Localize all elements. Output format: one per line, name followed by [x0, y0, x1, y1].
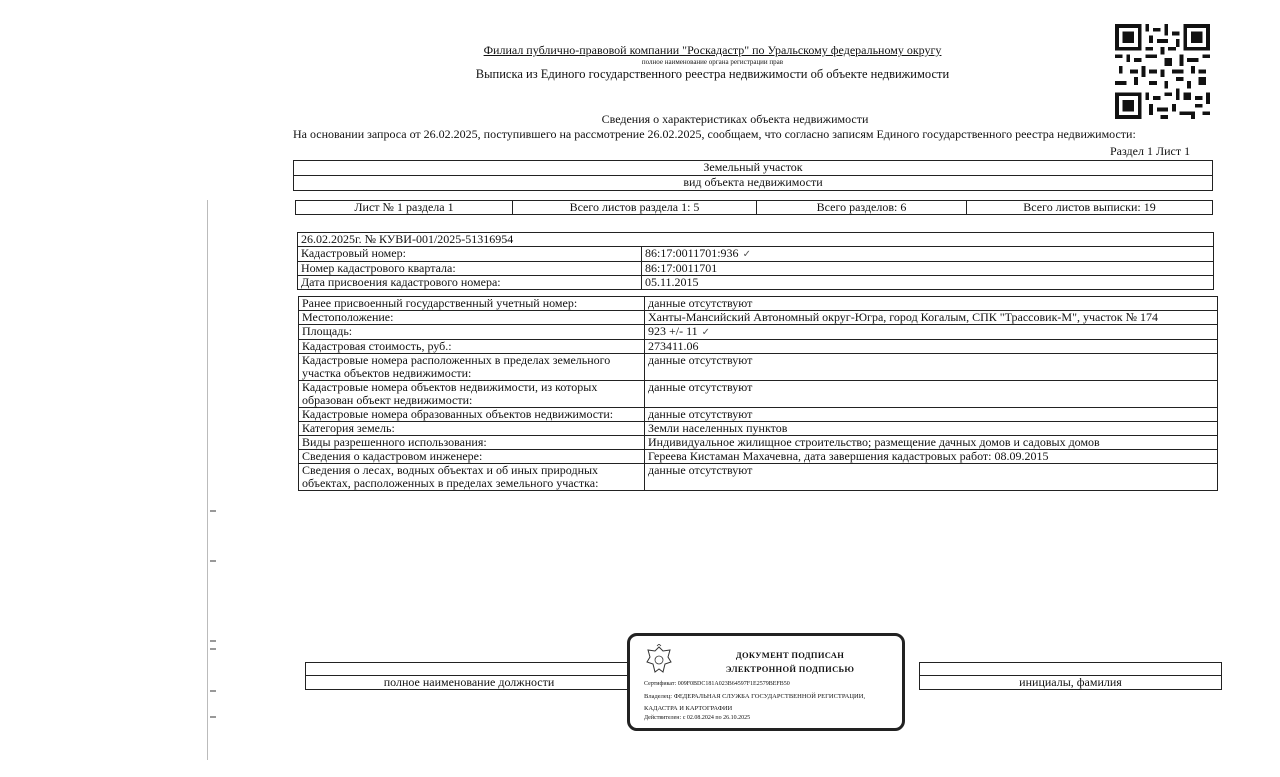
- table-row: [299, 340, 1218, 354]
- section-title: Сведения о характеристиках объекта недвижимости: [601, 112, 869, 126]
- record-id: 26.02.2025г. № КУВИ-001/2025-51316954: [298, 233, 1214, 247]
- document-title: Выписка из Единого государственного реестра недвижимости об объекте недвижимости: [475, 67, 950, 81]
- row-label: Местоположение:: [299, 311, 645, 325]
- row-label: Дата присвоения кадастрового номера:: [298, 276, 642, 290]
- total-sections: Всего разделов: 6: [757, 201, 967, 215]
- table-row: [299, 381, 1218, 408]
- table-row: [299, 436, 1218, 450]
- organization-name: Филиал публично-правовой компании "Роскадастр" по Уральскому федеральному округу: [483, 43, 942, 57]
- table-row: [299, 408, 1218, 422]
- section-sheet-label: Раздел 1 Лист 1: [1110, 144, 1191, 158]
- row-label: Кадастровая стоимость, руб.:: [299, 340, 645, 354]
- object-type: Земельный участок: [294, 161, 1213, 176]
- stamp-line-1: ДОКУМЕНТ ПОДПИСАН: [735, 650, 845, 660]
- row-label: Сведения о лесах, водных объектах и об иных природных объектах, расположенных в пределах земельного участка:: [299, 464, 645, 491]
- table-row: [299, 450, 1218, 464]
- row-value: данные отсутствуют: [645, 381, 1218, 408]
- row-value: 273411.06: [645, 340, 1218, 354]
- sheets-table: [295, 200, 1213, 215]
- area-value: 923 +/- 11: [648, 324, 698, 338]
- table-row: [298, 247, 1214, 262]
- table-row: [299, 354, 1218, 381]
- total-sheets: Всего листов выписки: 19: [967, 201, 1213, 215]
- row-value: данные отсутствуют: [645, 297, 1218, 311]
- row-value: Земли населенных пунктов: [645, 422, 1218, 436]
- check-mark-icon: ✓: [742, 249, 751, 260]
- scan-mark: [210, 690, 216, 692]
- row-value: данные отсутствуют: [645, 464, 1218, 491]
- total-sheets-section: Всего листов раздела 1: 5: [513, 201, 757, 215]
- electronic-signature-stamp: [627, 633, 905, 731]
- organization-caption: полное наименование органа регистрации прав: [641, 58, 784, 66]
- scan-mark: [210, 640, 216, 642]
- table-row: [299, 311, 1218, 325]
- cadastral-info-table: [297, 232, 1214, 290]
- table-row: [298, 262, 1214, 276]
- qr-code-icon: [1115, 24, 1210, 119]
- sheet-number: Лист № 1 раздела 1: [296, 201, 513, 215]
- row-value: Индивидуальное жилищное строительство; размещение дачных домов и садовых домов: [645, 436, 1218, 450]
- name-caption: инициалы, фамилия: [920, 676, 1222, 690]
- object-characteristics-table: [298, 296, 1218, 491]
- name-cell: [920, 663, 1222, 676]
- row-label: Категория земель:: [299, 422, 645, 436]
- row-label: Кадастровые номера объектов недвижимости, из которых образован объект недвижимости:: [299, 381, 645, 408]
- row-label: Ранее присвоенный государственный учетный номер:: [299, 297, 645, 311]
- position-cell: [306, 663, 633, 676]
- row-label: Виды разрешенного использования:: [299, 436, 645, 450]
- row-label: Кадастровые номера образованных объектов недвижимости:: [299, 408, 645, 422]
- table-row: [298, 276, 1214, 290]
- row-value: данные отсутствуют: [645, 354, 1218, 381]
- cadastral-number: 86:17:0011701:936: [645, 246, 739, 260]
- row-value: Гереева Кистаман Махачевна, дата завершения кадастровых работ: 08.09.2015: [645, 450, 1218, 464]
- emblem-icon: [644, 644, 674, 676]
- request-basis-text: На основании запроса от 26.02.2025, поступившего на рассмотрение 26.02.2025, сообщаем, что согласно записям Единого государственного реестра недвижимости:: [293, 127, 1136, 141]
- table-row: [299, 422, 1218, 436]
- stamp-validity: Действителен: с 02.08.2024 по 26.10.2025: [644, 715, 751, 721]
- row-value: [642, 247, 1214, 262]
- row-label: Сведения о кадастровом инженере:: [299, 450, 645, 464]
- row-value: Ханты-Мансийский Автономный округ-Югра, город Когалым, СПК "Трассовик-М", участок № 174: [645, 311, 1218, 325]
- stamp-line-2: ЭЛЕКТРОННОЙ ПОДПИСЬЮ: [725, 664, 855, 674]
- scan-mark: [210, 648, 216, 650]
- stamp-owner: Владелец: ФЕДЕРАЛЬНАЯ СЛУЖБА ГОСУДАРСТВЕННОЙ РЕГИСТРАЦИИ, КАДАСТРА И КАРТОГРАФИИ: [644, 693, 866, 712]
- row-value: 86:17:0011701: [642, 262, 1214, 276]
- table-row: [299, 464, 1218, 491]
- scan-mark: [210, 510, 216, 512]
- stamp-certificate: Сертификат: 009F0BDC181A023B64597F1E2579BEFB50: [644, 681, 790, 687]
- row-value: [645, 325, 1218, 340]
- scan-mark: [210, 560, 216, 562]
- row-label: Кадастровый номер:: [298, 247, 642, 262]
- table-row: [299, 297, 1218, 311]
- row-label: Номер кадастрового квартала:: [298, 262, 642, 276]
- check-mark-icon: ✓: [701, 327, 711, 338]
- row-value: данные отсутствуют: [645, 408, 1218, 422]
- row-value: 05.11.2015: [642, 276, 1214, 290]
- position-caption: полное наименование должности: [306, 676, 633, 690]
- table-row: [299, 325, 1218, 340]
- object-type-caption: вид объекта недвижимости: [294, 176, 1213, 191]
- scan-edge-line: [207, 200, 208, 760]
- row-label: Кадастровые номера расположенных в пределах земельного участка объектов недвижимости:: [299, 354, 645, 381]
- object-type-table: [293, 160, 1213, 191]
- row-label: Площадь:: [299, 325, 645, 340]
- scan-mark: [210, 716, 216, 718]
